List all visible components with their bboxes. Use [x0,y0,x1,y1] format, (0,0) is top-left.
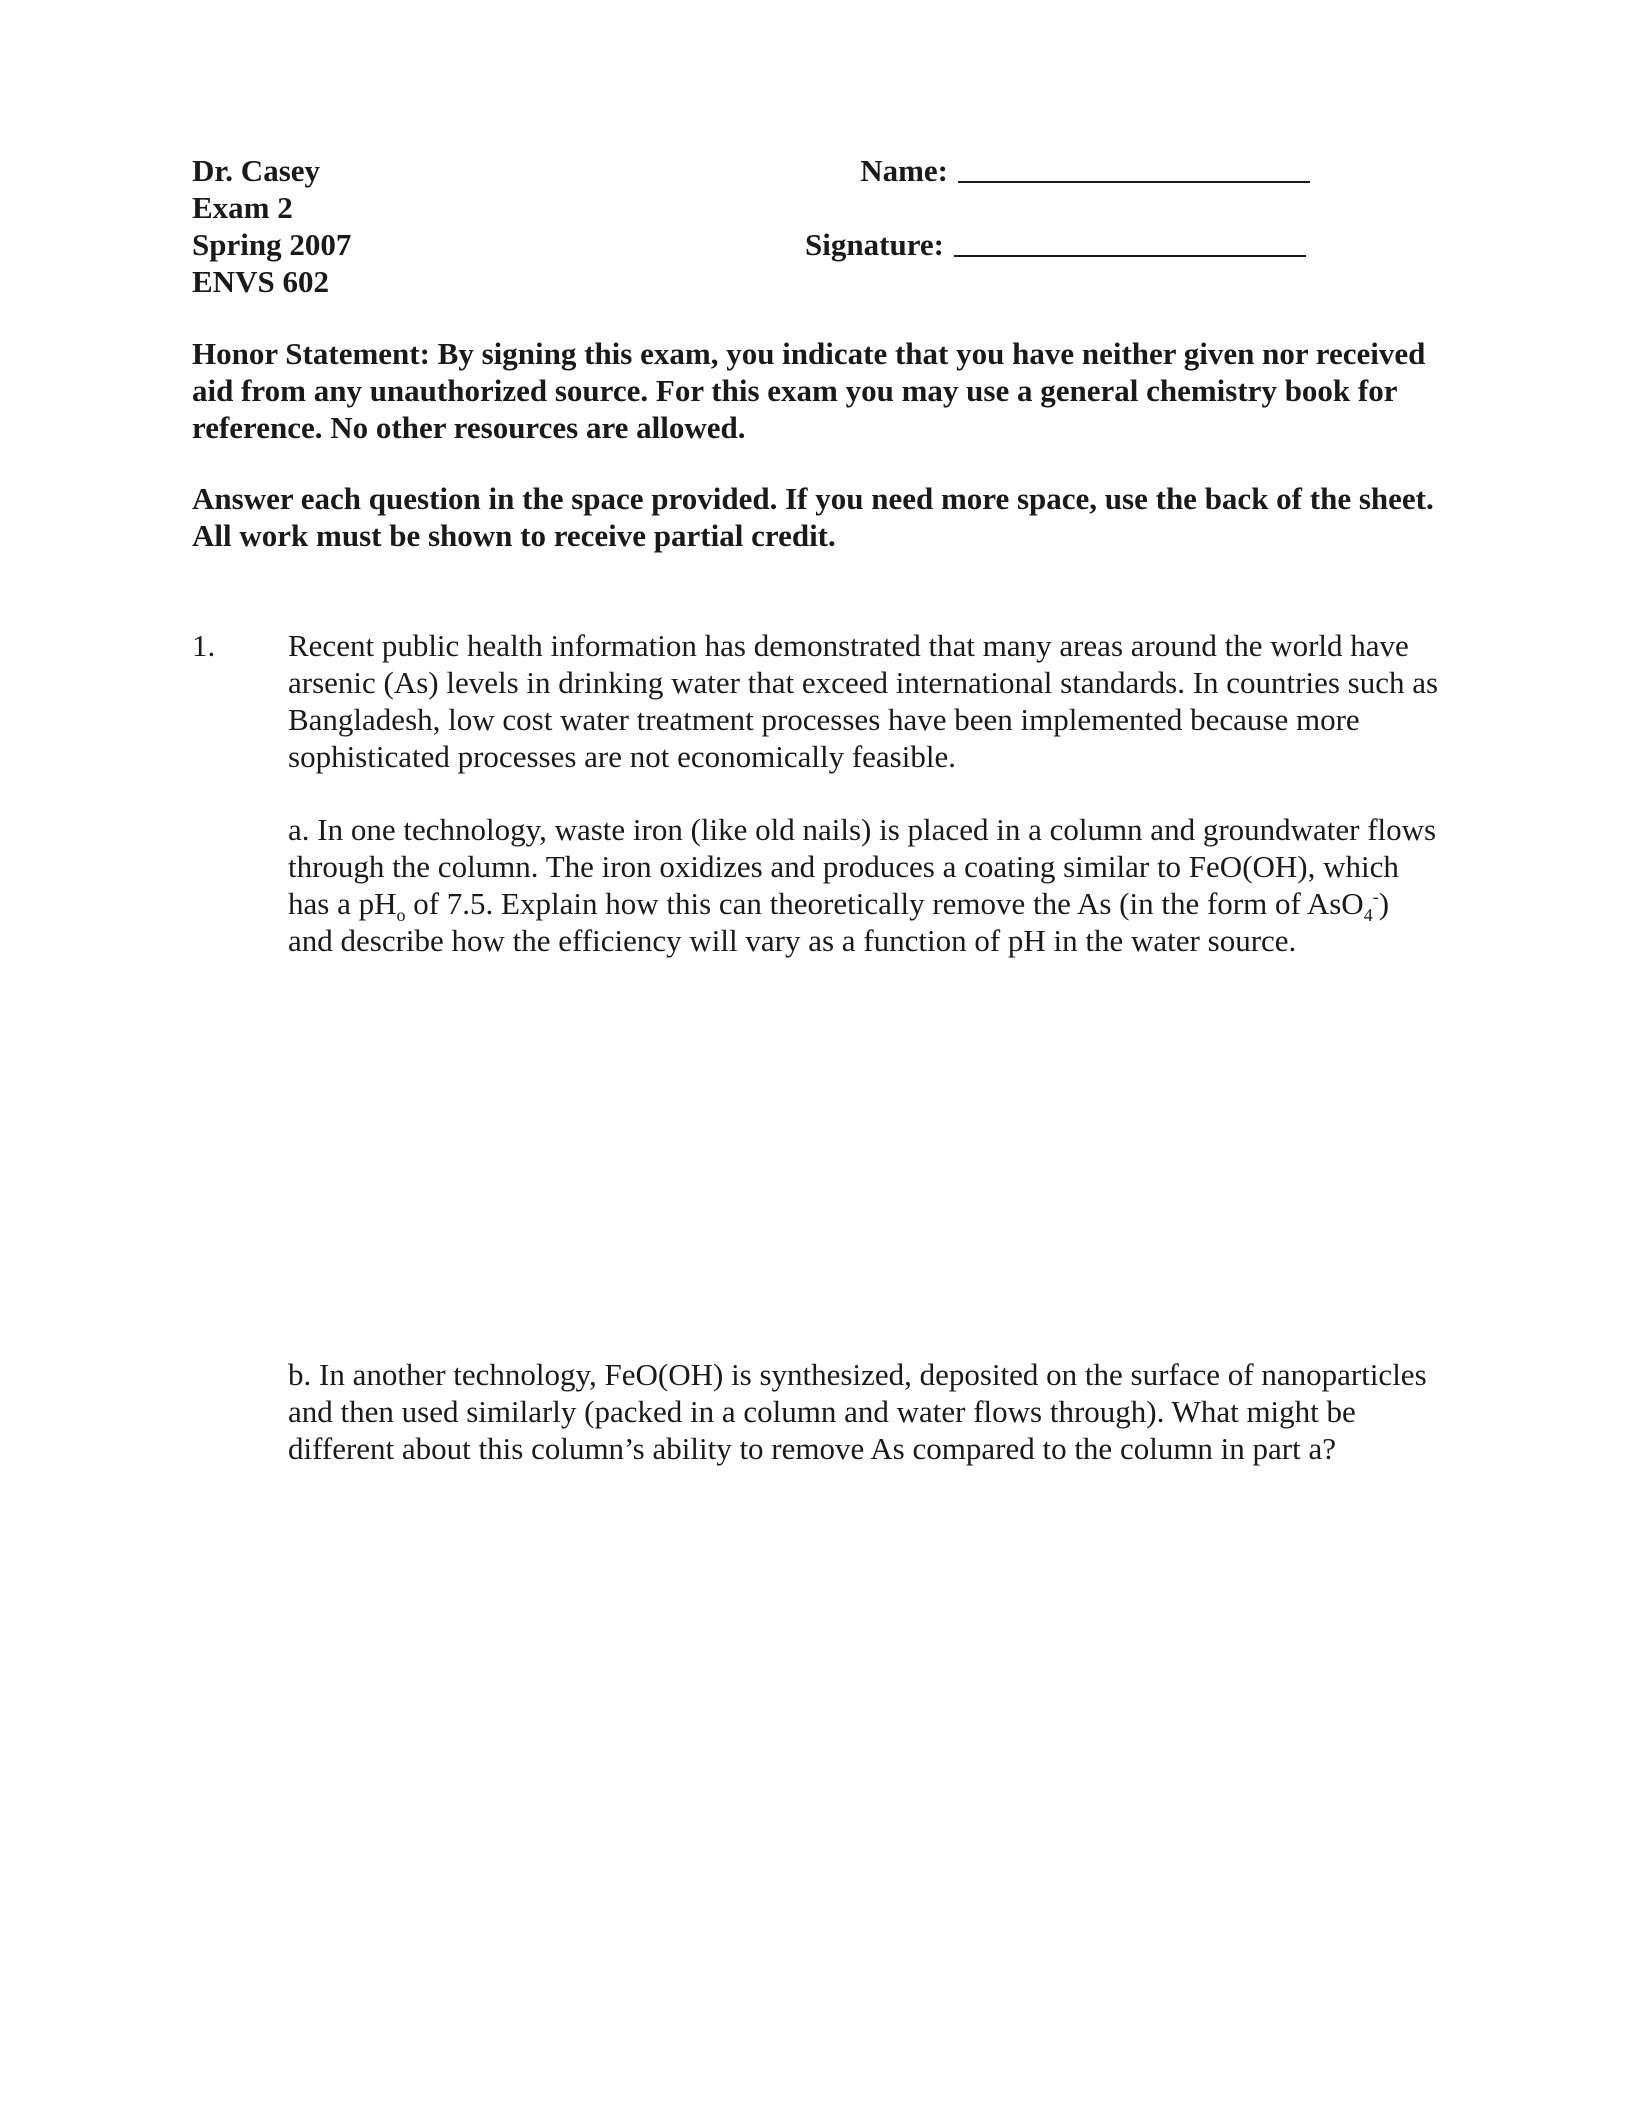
honor-statement: Honor Statement: By signing this exam, you indicate that you have neither given nor received aid from any unauthorized source. For this exam you may use a general chemistry book for reference. No other resources are allowed. [192,336,1426,445]
name-blank-line[interactable] [958,181,1310,183]
question-1-text: Recent public health information has demonstrated that many areas around the world have arsenic (As) levels in drinking water that exceed international standards. In countries such as Bangladesh, low cost water treatment processes have been implemented because more sophisticated processes are not economically feasible. [288,628,1439,774]
name-field [860,152,1310,189]
aso4-subscript: 4 [1363,905,1373,926]
exam-header-info [192,152,351,300]
question-1-number: 1. [192,628,216,663]
instructor-name: Dr. Casey [192,153,321,188]
question-1b: b. In another technology, FeO(OH) is synthesized, deposited on the surface of nanoparticles and then used similarly (packed in a column and water flows through). What might be different about this column’s ability to remove As compared to the column in part a? [288,1357,1427,1466]
course-code: ENVS 602 [192,264,329,299]
question-1 [192,627,1452,775]
name-label: Name: [860,153,948,188]
exam-instructions: Answer each question in the space provided. If you need more space, use the back of the sheet. All work must be shown to receive partial credit. [192,481,1434,553]
signature-field [805,226,1306,263]
exam-title: Exam 2 [192,190,293,225]
exam-term: Spring 2007 [192,227,352,262]
signature-blank-line[interactable] [954,255,1306,257]
ph-subscript: o [396,905,406,926]
signature-label: Signature: [805,227,944,262]
question-1a: a. In one technology, waste iron (like old nails) is placed in a column and groundwater flows through the column. The iron oxidizes and produces a coating similar to FeO(OH), which has a $pH_o$ of 7.5. Explain how this can theoretically remove the As (in the form of AsO$_4$-) and describe how the efficiency will vary as a function of pH in the water source. [288,812,1437,958]
aso4-superscript: - [1372,886,1379,907]
